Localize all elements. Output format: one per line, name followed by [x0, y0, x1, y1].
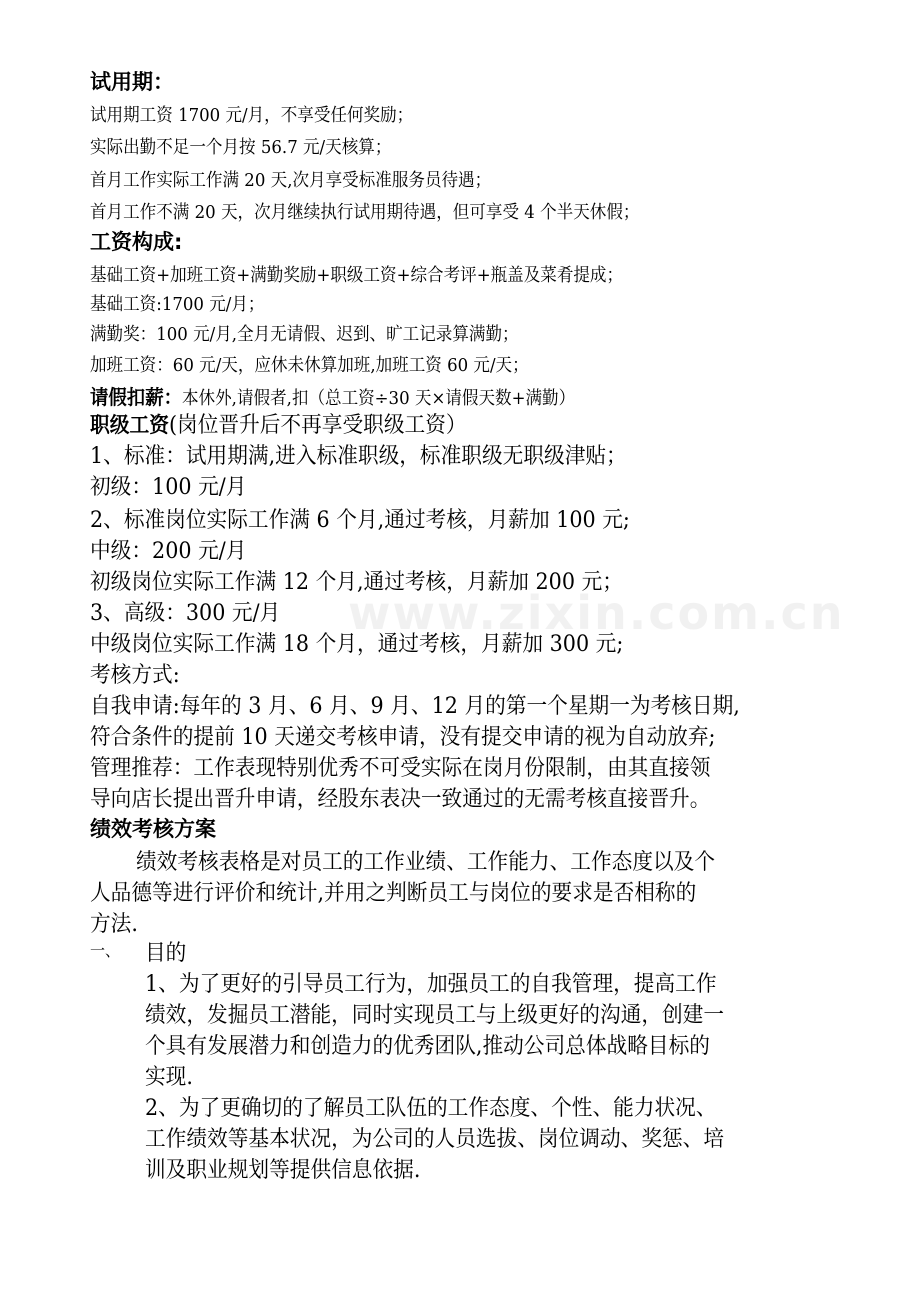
salary-line: 加班工资：60 元/天，应休未休算加班,加班工资 60 元/天；: [90, 355, 529, 376]
rank-line: 1、标准：试用期满,进入标准职级，标准职级无职级津贴；: [90, 444, 627, 469]
rank-line: 中级岗位实际工作满 18 个月，通过考核，月薪加 300 元;: [90, 632, 624, 657]
performance-intro-line: 人品德等进行评价和统计,并用之判断员工与岗位的要求是否相称的: [90, 881, 697, 906]
performance-heading: 绩效考核方案: [90, 817, 216, 841]
probation-heading: 试用期：: [90, 70, 174, 94]
leave-deduction: [90, 381, 575, 410]
purpose-line: 实现.: [145, 1065, 193, 1090]
probation-line: 实际出勤不足一个月按 56.7 元/天核算；: [90, 137, 392, 158]
performance-intro-line: 绩效考核表格是对员工的工作业绩、工作能力、工作态度以及个: [136, 850, 716, 875]
section-title: 目的: [145, 941, 187, 966]
purpose-line: 2、为了更确切的了解员工队伍的工作态度、个性、能力状况、: [145, 1096, 717, 1121]
probation-line: 首月工作不满 20 天，次月继续执行试用期待遇，但可享受 4 个半天休假；: [90, 202, 640, 223]
salary-line: 满勤奖：100 元/月,全月无请假、迟到、旷工记录算满勤；: [90, 324, 519, 345]
salary-heading: 工资构成:: [90, 230, 183, 254]
salary-line: 基础工资:1700 元/月；: [90, 294, 265, 315]
rank-line: 符合条件的提前 10 天递交考核申请，没有提交申请的视为自动放弃;: [90, 725, 716, 750]
probation-line: 首月工作实际工作满 20 天,次月享受标准服务员待遇；: [90, 170, 492, 191]
purpose-line: 训及职业规划等提供信息依据.: [145, 1158, 421, 1183]
watermark: www.zixin.com.cn: [348, 586, 845, 640]
rank-heading-label: 职级工资: [90, 413, 169, 437]
rank-line: 中级：200 元/月: [90, 539, 247, 564]
performance-intro-line: 方法.: [90, 912, 138, 937]
rank-line: 2、标准岗位实际工作满 6 个月,通过考核，月薪加 100 元;: [90, 508, 630, 533]
rank-line: 初级：100 元/月: [90, 475, 247, 500]
leave-deduction-text: 本休外,请假者,扣（总工资÷30 天×请假天数+满勤）: [182, 388, 576, 409]
probation-line: 试用期工资 1700 元/月，不享受任何奖励；: [90, 105, 414, 126]
rank-line: 考核方式:: [90, 663, 180, 688]
rank-line: 自我申请:每年的 3 月、6 月、9 月、12 月的第一个星期一为考核日期,: [90, 694, 740, 719]
rank-line: 导向店长提出晋升申请，经股东表决一致通过的无需考核直接晋升。: [90, 787, 711, 812]
purpose-line: 个具有发展潜力和创造力的优秀团队,推动公司总体战略目标的: [145, 1034, 710, 1059]
rank-line: 初级岗位实际工作满 12 个月,通过考核，月薪加 200 元；: [90, 570, 623, 595]
rank-heading-note: (岗位晋升后不再享受职级工资）: [168, 413, 467, 438]
rank-line: 管理推荐：工作表现特别优秀不可受实际在岗月份限制，由其直接领: [90, 756, 711, 781]
purpose-line: 1、为了更好的引导员工行为，加强员工的自我管理，提高工作: [145, 972, 717, 997]
purpose-line: 工作绩效等基本状况，为公司的人员选拔、岗位调动、奖惩、培: [145, 1127, 725, 1152]
section-number: 一、: [90, 941, 121, 960]
leave-deduction-label: 请假扣薪：: [90, 385, 182, 409]
rank-heading: [90, 408, 467, 439]
rank-line: 3、高级：300 元/月: [90, 601, 281, 626]
salary-line: 基础工资+加班工资+满勤奖励+职级工资+综合考评+瓶盖及菜肴提成；: [90, 265, 624, 286]
purpose-line: 绩效，发掘员工潜能，同时实现员工与上级更好的沟通，创建一: [145, 1003, 725, 1028]
